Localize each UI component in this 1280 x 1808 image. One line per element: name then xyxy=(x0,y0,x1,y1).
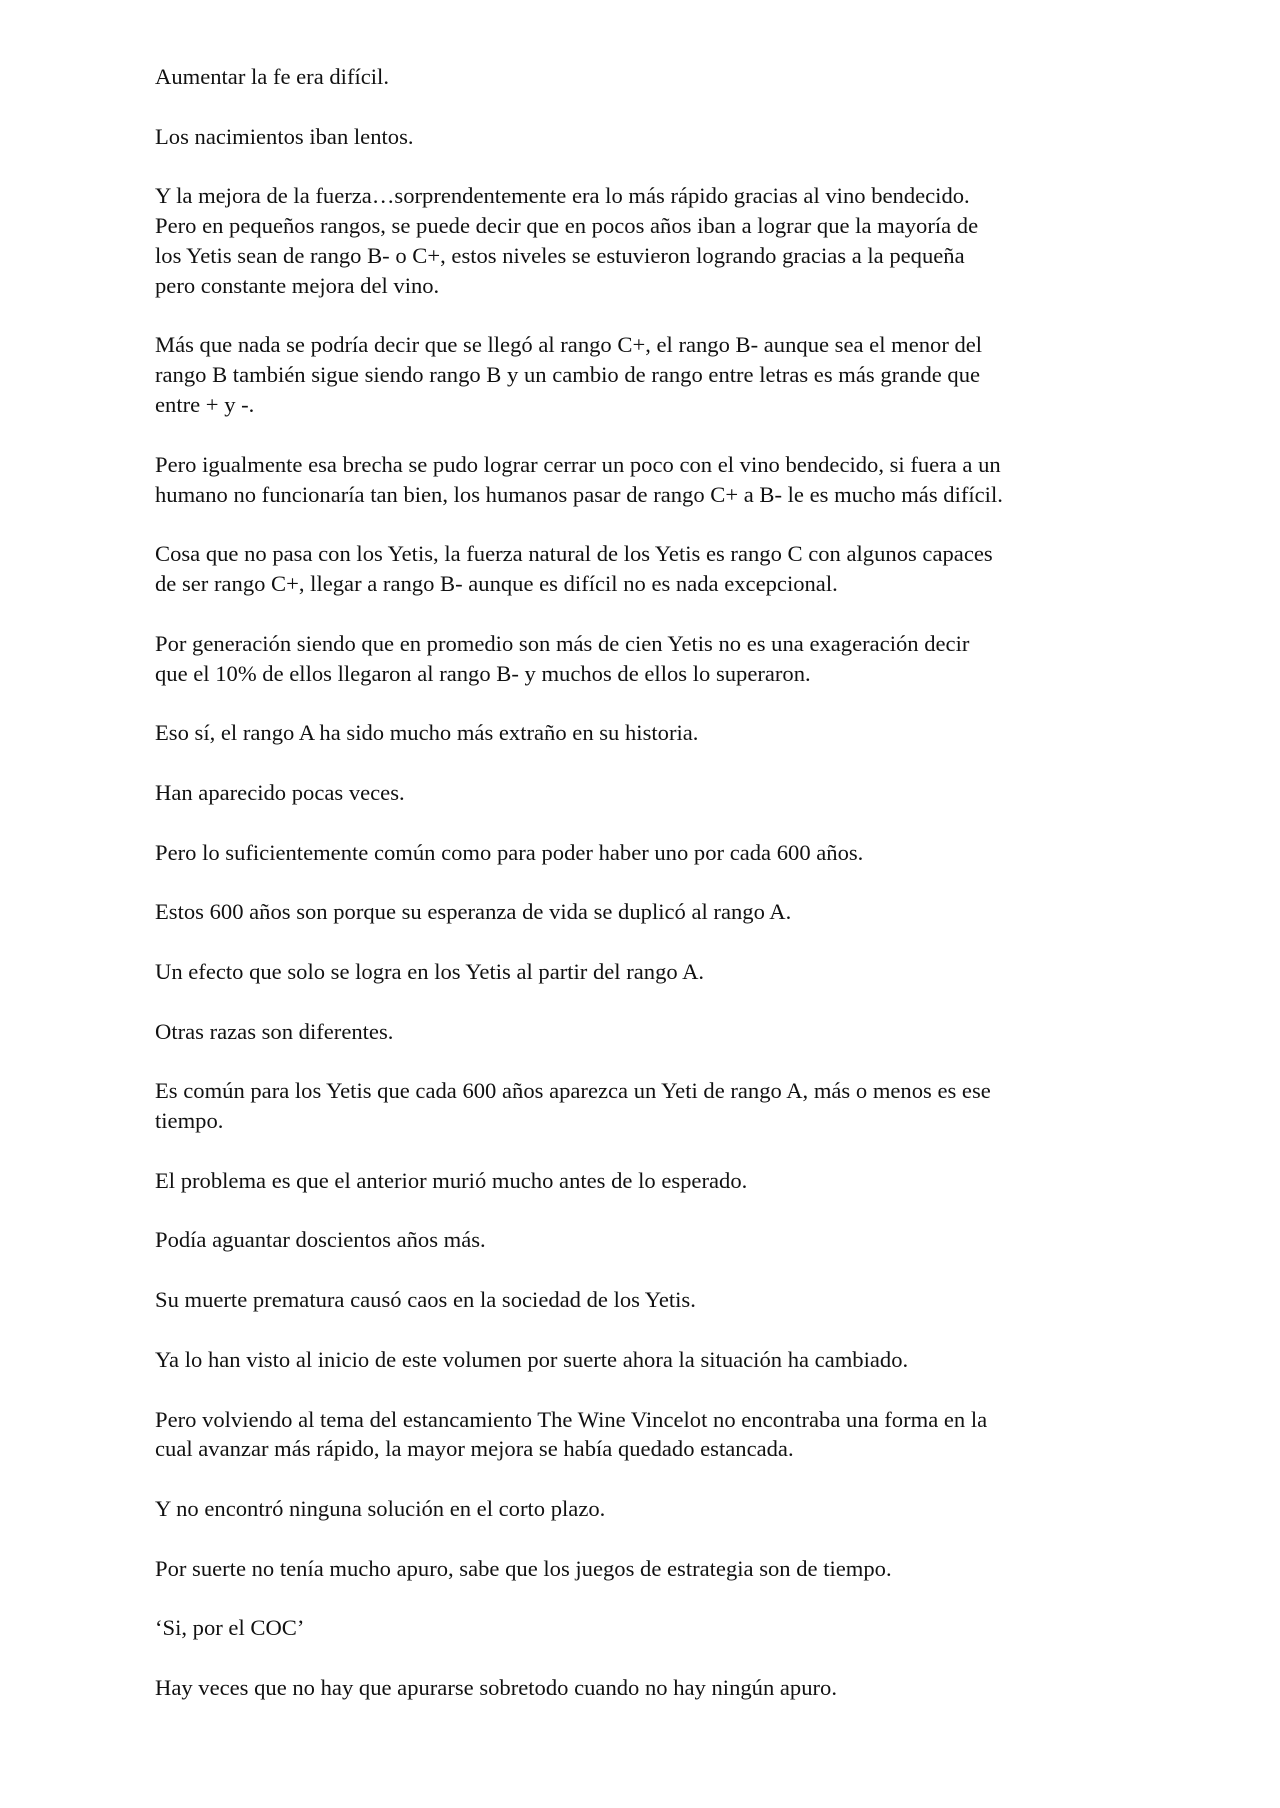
text-line: Han aparecido pocas veces. xyxy=(155,779,405,805)
text-line: Pero igualmente esa brecha se pudo lograr cerrar un poco con el vino bendecido, si fuera a un xyxy=(155,451,1001,477)
paragraph xyxy=(155,122,1155,152)
paragraph xyxy=(155,1225,1155,1255)
paragraph xyxy=(155,181,1155,300)
document-page xyxy=(155,62,1155,1733)
paragraph xyxy=(155,1613,1155,1643)
paragraph xyxy=(155,629,1155,689)
paragraph xyxy=(155,62,1155,92)
paragraph xyxy=(155,1285,1155,1315)
text-line: de ser rango C+, llegar a rango B- aunque es difícil no es nada excepcional. xyxy=(155,571,838,597)
text-line: El problema es que el anterior murió mucho antes de lo esperado. xyxy=(155,1167,748,1193)
text-line: Podía aguantar doscientos años más. xyxy=(155,1227,486,1253)
text-line: humano no funcionaría tan bien, los humanos pasar de rango C+ a B- le es mucho más difícil. xyxy=(155,481,1003,507)
paragraph xyxy=(155,1076,1155,1136)
text-line: Pero lo suficientemente común como para poder haber uno por cada 600 años. xyxy=(155,839,864,865)
text-line: los Yetis sean de rango B- o C+, estos niveles se estuvieron logrando gracias a la pequeña xyxy=(155,242,965,268)
text-line: Y no encontró ninguna solución en el corto plazo. xyxy=(155,1496,606,1522)
text-line: ‘Si, por el COC’ xyxy=(155,1615,305,1641)
text-line: Hay veces que no hay que apurarse sobretodo cuando no hay ningún apuro. xyxy=(155,1675,837,1701)
paragraph xyxy=(155,1673,1155,1703)
text-line: cual avanzar más rápido, la mayor mejora se había quedado estancada. xyxy=(155,1436,794,1462)
paragraph xyxy=(155,957,1155,987)
paragraph xyxy=(155,1405,1155,1465)
text-line: entre + y -. xyxy=(155,392,255,418)
text-line: rango B también sigue siendo rango B y un cambio de rango entre letras es más grande que xyxy=(155,362,981,388)
text-line: tiempo. xyxy=(155,1108,224,1134)
paragraph xyxy=(155,1554,1155,1584)
text-line: Otras razas son diferentes. xyxy=(155,1018,394,1044)
text-line: Y la mejora de la fuerza…sorprendentemente era lo más rápido gracias al vino bendecido. xyxy=(155,183,970,209)
text-line: Su muerte prematura causó caos en la sociedad de los Yetis. xyxy=(155,1287,696,1313)
paragraph xyxy=(155,718,1155,748)
paragraph xyxy=(155,1166,1155,1196)
text-line: pero constante mejora del vino. xyxy=(155,272,440,298)
text-line: Pero en pequeños rangos, se puede decir que en pocos años iban a lograr que la mayoría de xyxy=(155,213,979,239)
text-line: Eso sí, el rango A ha sido mucho más extraño en su historia. xyxy=(155,720,699,746)
text-line: Cosa que no pasa con los Yetis, la fuerza natural de los Yetis es rango C con algunos capaces xyxy=(155,541,993,567)
text-line: Un efecto que solo se logra en los Yetis al partir del rango A. xyxy=(155,958,705,984)
paragraph xyxy=(155,450,1155,510)
paragraph xyxy=(155,330,1155,419)
text-line: Por suerte no tenía mucho apuro, sabe que los juegos de estrategia son de tiempo. xyxy=(155,1555,892,1581)
text-line: Es común para los Yetis que cada 600 años aparezca un Yeti de rango A, más o menos es ese xyxy=(155,1078,991,1104)
paragraph xyxy=(155,778,1155,808)
text-line: Pero volviendo al tema del estancamiento The Wine Vincelot no encontraba una forma en la xyxy=(155,1406,988,1432)
paragraph xyxy=(155,1345,1155,1375)
text-line: que el 10% de ellos llegaron al rango B- y muchos de ellos lo superaron. xyxy=(155,660,811,686)
text-line: Aumentar la fe era difícil. xyxy=(155,64,389,89)
text-line: Por generación siendo que en promedio son más de cien Yetis no es una exageración decir xyxy=(155,630,970,656)
paragraph xyxy=(155,539,1155,599)
paragraph xyxy=(155,838,1155,868)
text-line: Los nacimientos iban lentos. xyxy=(155,123,414,149)
paragraph xyxy=(155,1494,1155,1524)
paragraph xyxy=(155,897,1155,927)
text-line: Estos 600 años son porque su esperanza de vida se duplicó al rango A. xyxy=(155,899,792,925)
text-line: Ya lo han visto al inicio de este volumen por suerte ahora la situación ha cambiado. xyxy=(155,1346,909,1372)
text-line: Más que nada se podría decir que se llegó al rango C+, el rango B- aunque sea el menor del xyxy=(155,332,983,358)
paragraph xyxy=(155,1017,1155,1047)
